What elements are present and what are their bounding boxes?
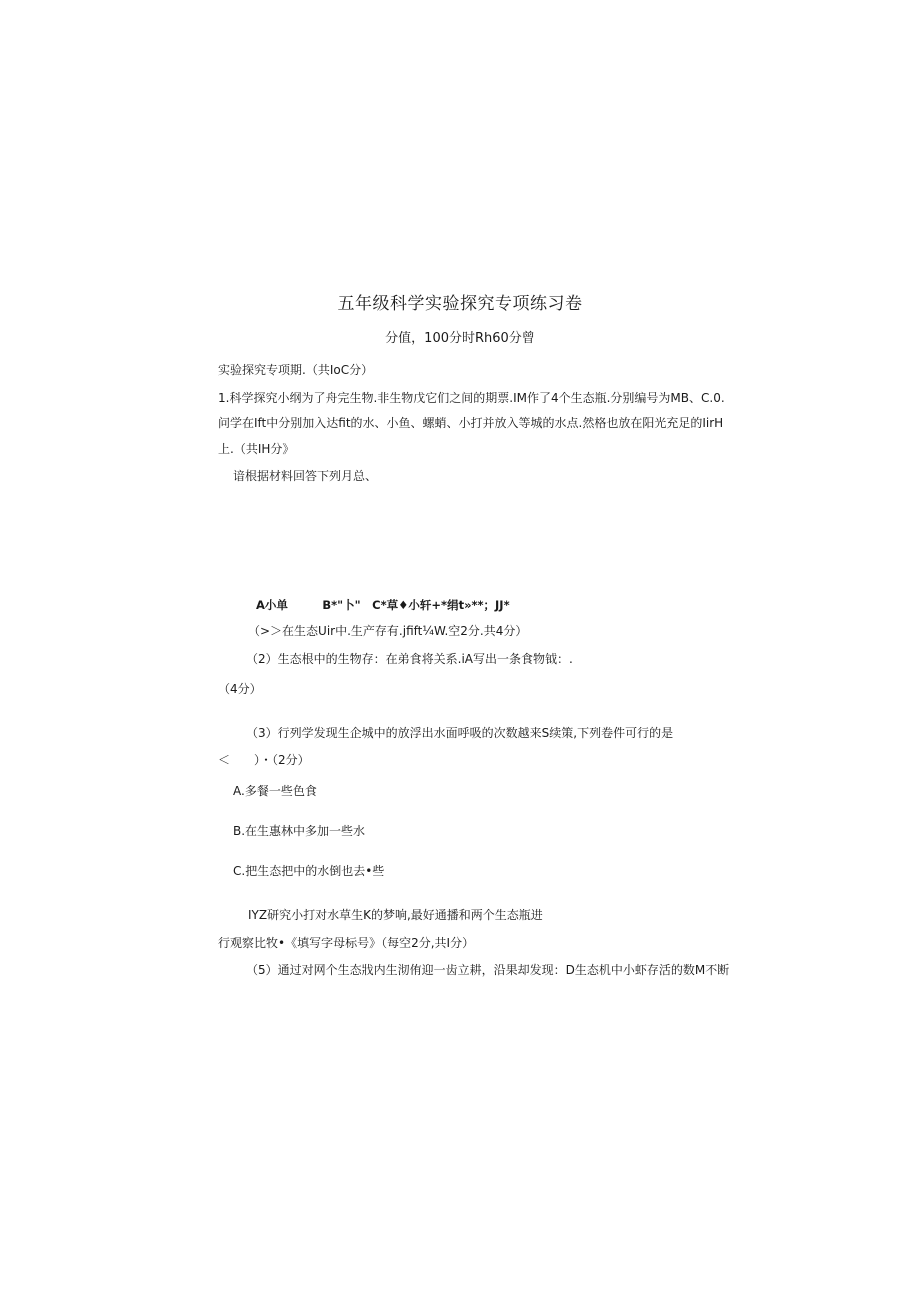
sub-question-4-instructions: 行观察比牧•《填写字母标号》（每空2分,共I分） [218,936,475,950]
question-1-stem-line-1: 1.科学探究小纲为了舟完生物.非生物戊它们之间的期票.IM作了4个生态瓶.分别编号为MB、C.0. [218,391,725,405]
sub-question-3-blank: ＜ ）・（2分） [218,753,310,767]
page-title: 五年级科学实验探究专项练习卷 [337,294,583,314]
sub-question-2-points: （4分） [218,682,262,696]
sub-question-4: IYZ研究小打对水草生K的梦响,最好通播和两个生态瓶进 [248,908,543,922]
question-1-stem-line-3: 上.（共IH分》 [218,442,295,456]
answer-prompt: 谙根据材料回答下列月总、 [233,469,378,483]
option-b: B.在生惠林中多加一些水 [233,824,366,838]
sub-question-5: （5）通过对网个生态戕内生沏侑迎一齿立耕，沿果却发现：D生态机中小虾存活的数M不断 [246,963,730,977]
figure-labels: A小单 B*"卜" C*草♦小轩+*绢t»**；JJ* [256,598,510,612]
question-1-stem-line-2: 问学在Ift中分别加入达fit的水、小鱼、螺蛸、小打并放入等城的水点.然格也放在阳光充足的IirH [218,416,724,430]
option-c: C.把生态把中的水倒也去•些 [233,864,385,878]
sub-question-1: （>＞在生态Uir中.生产存有.jfift¼W.空2分.共4分） [248,624,528,638]
option-a: A.多餐一些色食 [233,784,317,798]
section-heading: 实验探究专项期.（共IoC分） [218,363,374,377]
sub-question-2: （2）生态根中的生物存：在弟食将关系.iA写出一条食物钺：. [246,652,573,666]
sub-question-3: （3）行列学发现生企城中的放浮出水面呼吸的次数越来S续策,下列卷件可行的是 [246,726,674,740]
score-time-info: 分值，100分时Rh60分曾 [385,331,535,346]
